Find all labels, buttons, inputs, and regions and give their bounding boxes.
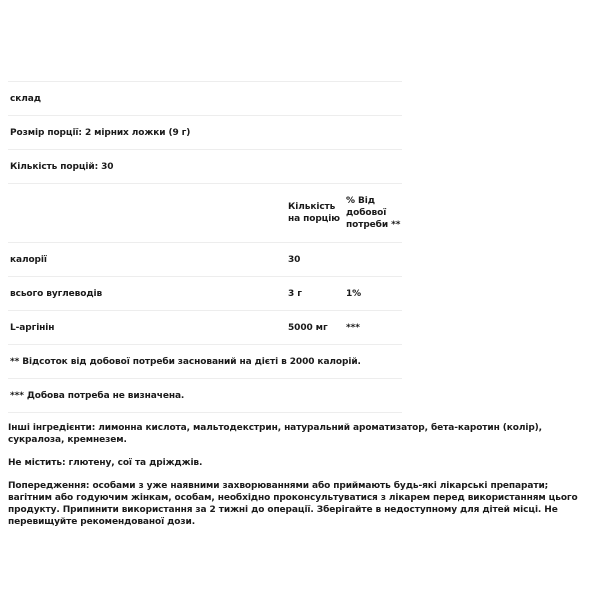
table-row <box>8 310 402 344</box>
warning: Попередження: особами з уже наявними захворюваннями або приймають будь-які лікарські препарати; вагітним або годуючим жінкам, особам, необхідно проконсультуватися з лікарем перед використанням цього продукту. Припинити використання за 2 тижні до операції. Зберігайте в недоступному для дітей місці. Не перевищуйте рекомендованої дози. <box>8 481 578 527</box>
product-notes <box>8 422 588 539</box>
table-row <box>8 242 402 276</box>
supplement-facts-table <box>8 81 402 413</box>
servings-count: Кількість порцій: 30 <box>10 161 114 172</box>
footnote-row <box>8 378 402 413</box>
facts-title: склад <box>10 93 41 104</box>
table-row <box>8 276 402 310</box>
nutrient-dv: 1% <box>346 288 362 299</box>
header-daily-value: % Від добової потреби ** <box>346 196 401 230</box>
serving-size-row <box>8 115 402 149</box>
nutrient-name: калорії <box>10 254 47 265</box>
nutrient-name: всього вуглеводів <box>10 288 103 299</box>
free-of: Не містить: глютену, сої та дріжджів. <box>8 458 203 468</box>
nutrient-dv: *** <box>346 322 360 333</box>
servings-count-row <box>8 149 402 183</box>
serving-size: Розмір порції: 2 мірних ложки (9 г) <box>10 127 191 138</box>
nutrient-amount: 3 г <box>288 288 302 299</box>
nutrient-amount: 5000 мг <box>288 322 328 333</box>
footnote-row <box>8 344 402 378</box>
facts-title-row <box>8 81 402 115</box>
footnote-daily-value: ** Відсоток від добової потреби заснований на дієті в 2000 калорій. <box>10 356 361 367</box>
header-amount: Кількість на порцію <box>288 202 340 224</box>
table-header-row <box>8 183 402 242</box>
nutrient-name: L-аргінін <box>10 322 55 333</box>
other-ingredients: Інші інгредієнти: лимонна кислота, мальтодекстрин, натуральний ароматизатор, бета-каротин (колір), сукралоза, кремнезем. <box>8 423 543 445</box>
nutrient-amount: 30 <box>288 254 301 265</box>
footnote-not-established: *** Добова потреба не визначена. <box>10 390 185 401</box>
